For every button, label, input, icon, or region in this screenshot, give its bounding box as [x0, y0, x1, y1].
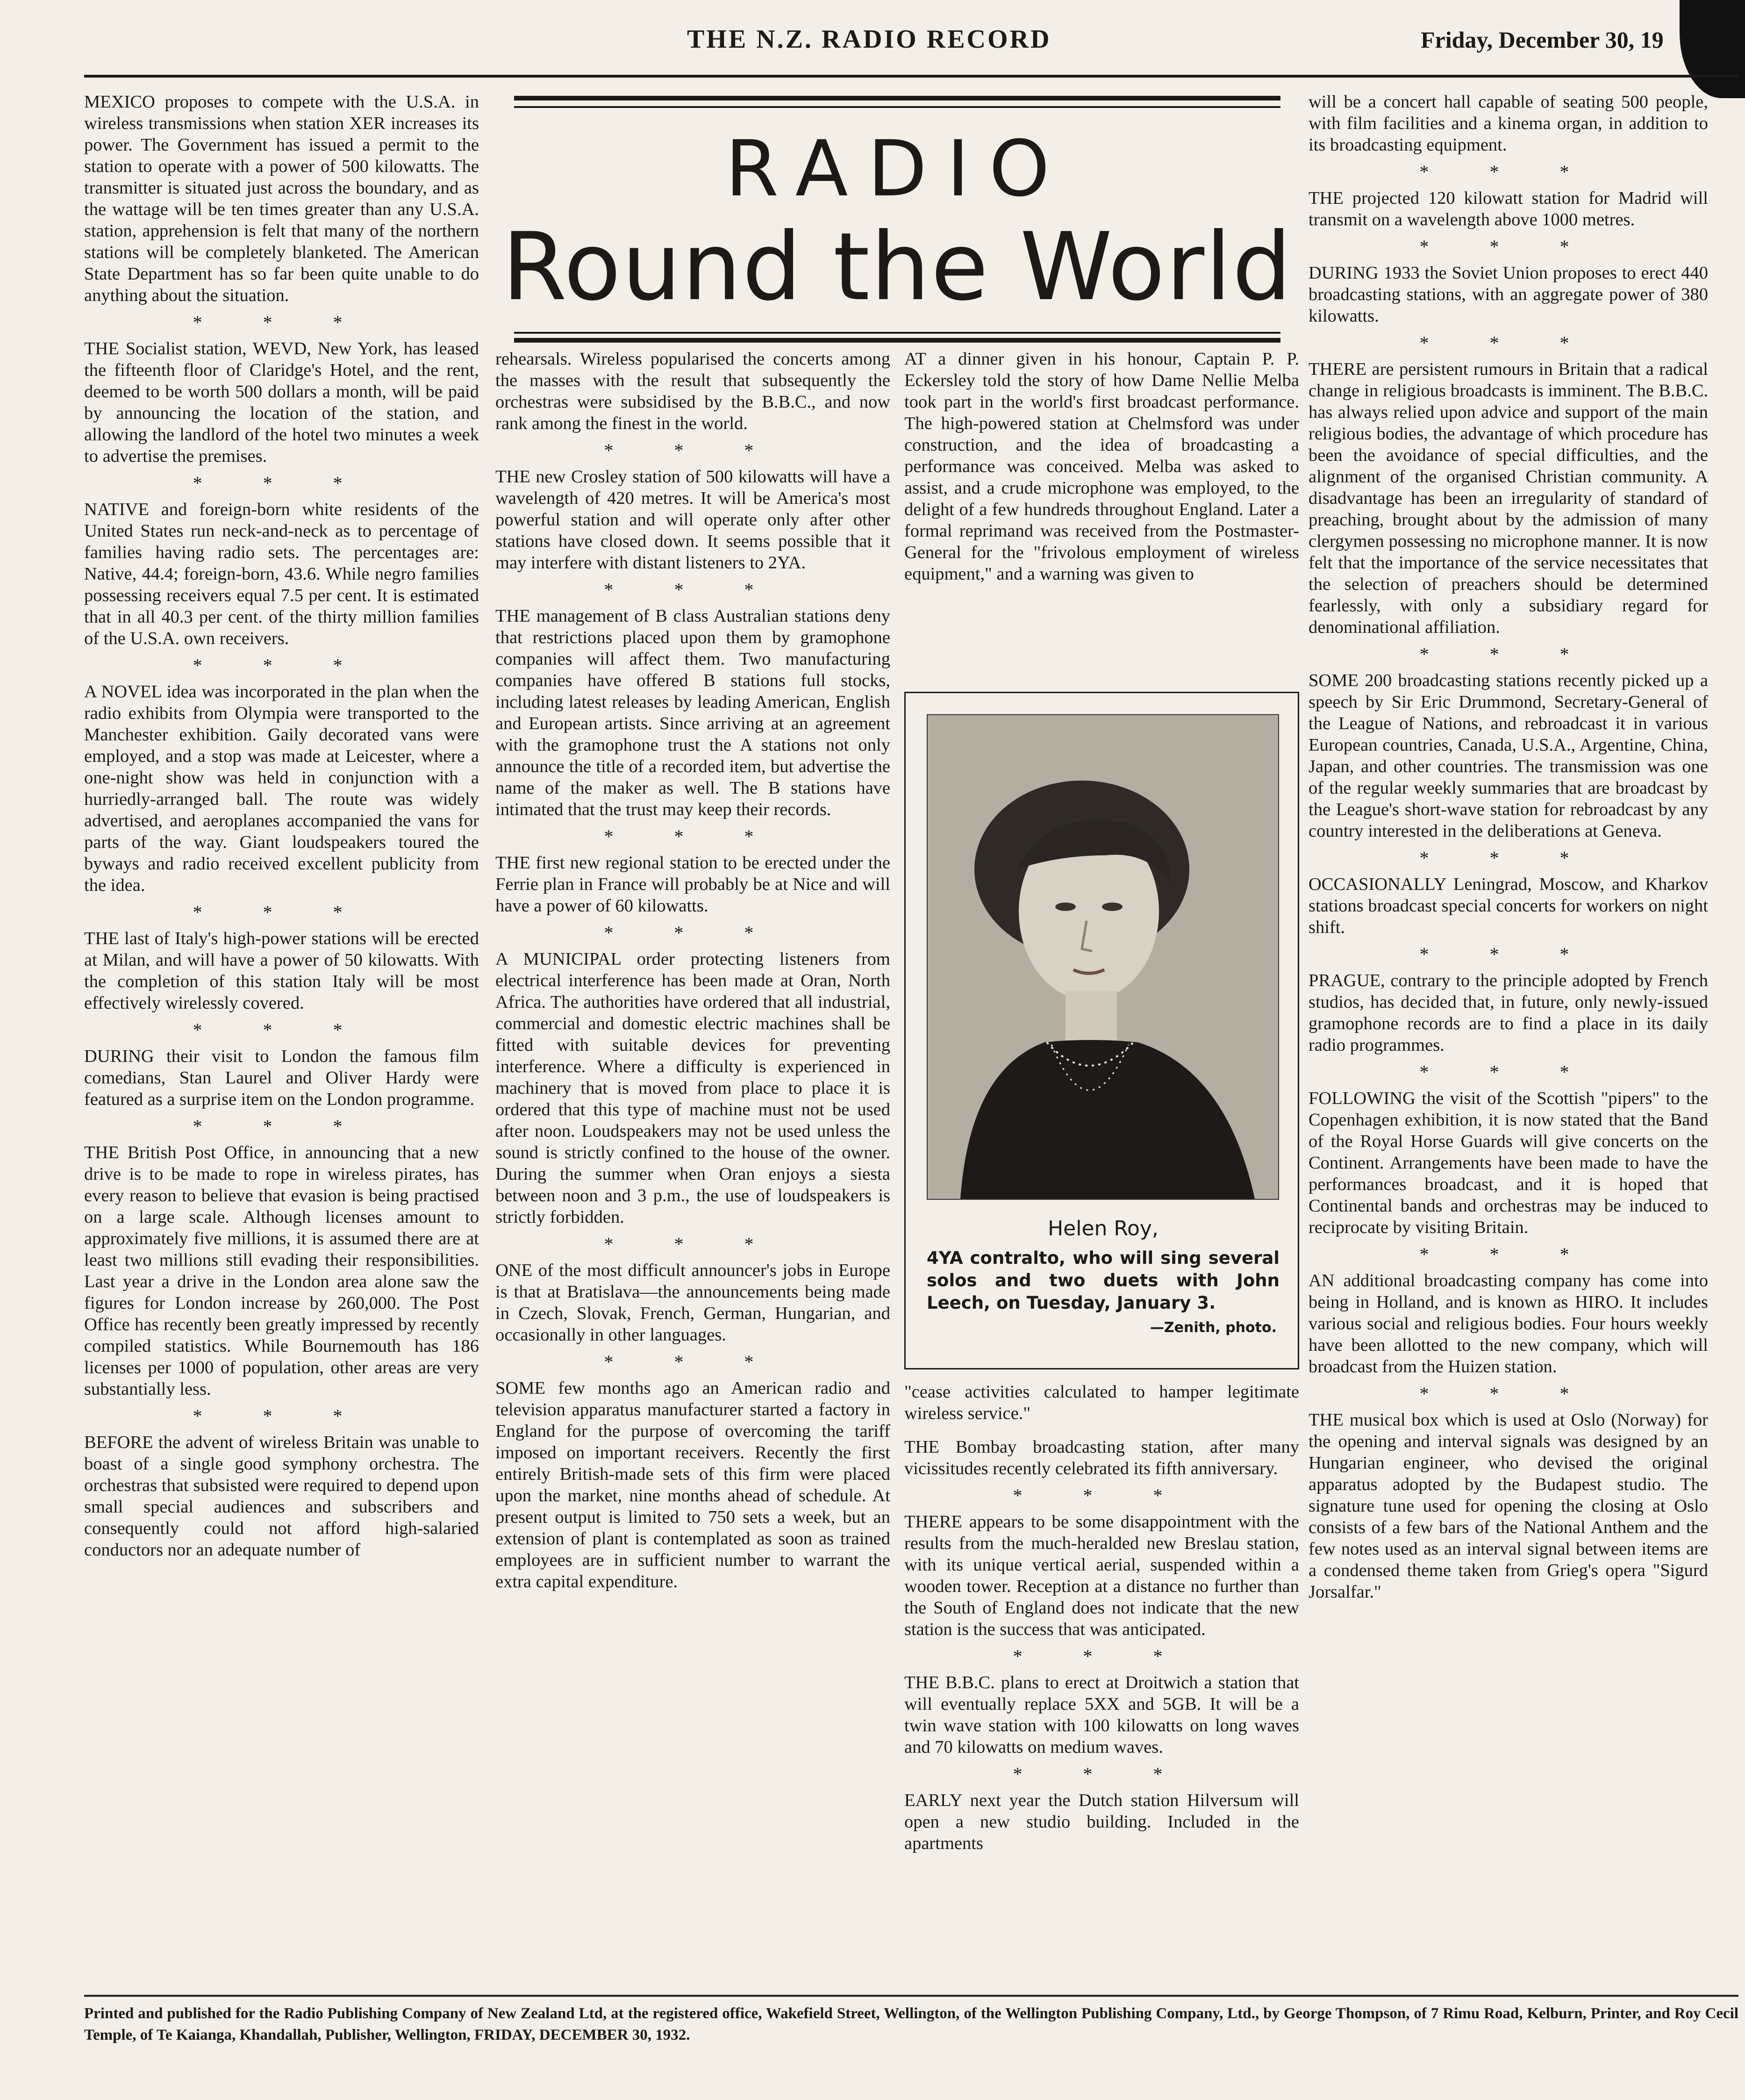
column-2: [495, 348, 890, 1605]
column-3-bottom: [904, 1381, 1299, 1866]
separator-stars: * * *: [193, 312, 371, 333]
separator-stars: * * *: [1419, 161, 1597, 182]
paragraph: DURING 1933 the Soviet Union proposes to erect 440 broadcasting stations, with an aggregate power of 380 kilowatts.: [1309, 263, 1708, 326]
ink-blot: [1680, 0, 1745, 98]
title-rule: [514, 96, 1280, 100]
separator-stars: * * *: [1419, 332, 1597, 353]
column-3-top: [904, 348, 1299, 597]
separator-stars: * * *: [604, 1233, 782, 1254]
issue-date: Friday, December 30, 19: [1421, 27, 1664, 53]
paragraph: THE B.B.C. plans to erect at Droitwich a station that will eventually replace 5XX and 5GB. It will be a twin wave station with 100 kilowatts on long waves and 70 kilowatts on medium waves.: [904, 1673, 1299, 1757]
imprint: Printed and published for the Radio Publishing Company of New Zealand Ltd, at the registered office, Wakefield Street, Wellington, of the Wellington Publishing Company, Ltd., by George Thompson, of 7 Rimu Road, Kelburn, Printer, and Roy Cecil Temple, of Te Kaianga, Khandallah, Publisher, Wellington, FRIDAY, DECEMBER 30, 1932.: [84, 2005, 1738, 2043]
column-1: [84, 91, 479, 1573]
paragraph: AN additional broadcasting company has come into being in Holland, and is known as HIRO. It includes various social and religious bodies. Four hours weekly have been allotted to the new company, which will broadcast from the Huizen station.: [1309, 1271, 1708, 1376]
separator-stars: * * *: [604, 922, 782, 943]
running-head: [84, 20, 1738, 66]
separator-stars: * * *: [604, 440, 782, 461]
paragraph: OCCASIONALLY Leningrad, Moscow, and Kharkov stations broadcast special concerts for workers on night shift.: [1309, 874, 1708, 937]
separator-stars: * * *: [193, 655, 371, 676]
separator-stars: * * *: [193, 1405, 371, 1426]
separator-stars: * * *: [604, 826, 782, 847]
title-rule: [514, 106, 1280, 108]
separator-stars: * * *: [193, 902, 371, 923]
portrait-photo: [927, 714, 1279, 1200]
headline-radio: RADIO: [725, 124, 1070, 214]
separator-stars: * * *: [1419, 944, 1597, 965]
header-rule: [84, 75, 1738, 78]
paragraph: EARLY next year the Dutch station Hilversum will open a new studio building. Included in the apartments: [904, 1791, 1299, 1853]
separator-stars: * * *: [1013, 1763, 1191, 1785]
paragraph: THERE are persistent rumours in Britain that a radical change in religious broadcasts is imminent. The B.B.C. has always relied upon advice and support of the main religious bodies, the advantage of which procedure has been the avoidance of special difficulties, and the alignment of the organised Christian community. A disadvantage has been an irregularity of standard of preaching, brought about by the admission of many clergymen possessing no microphone manner. It is now felt that the importance of the service necessitates that the selection of preachers should be determined fearlessly, with only a subsidiary regard for denominational affiliation.: [1309, 359, 1708, 637]
separator-stars: * * *: [1013, 1646, 1191, 1667]
column-4: [1309, 91, 1708, 1615]
separator-stars: * * *: [1419, 1383, 1597, 1404]
paragraph: THE management of B class Australian stations deny that restrictions placed upon them by gramophone companies will affect them. Two manufacturing companies have offered B stations full stocks, including latest releases by leading American, English and European artists. Since arriving at an agreement with the gramophone trust the A stations not only announce the title of a recorded item, but advertise the name of the maker as well. The B stations have intimated that the trust may keep their records.: [495, 606, 890, 819]
title-rule: [514, 332, 1280, 334]
paragraph: BEFORE the advent of wireless Britain was unable to boast of a single good symphony orchestra. The orchestras that subsisted were required to depend upon small special audiences and subscribers and consequently could not afford high-salaried conductors nor an adequate number of: [84, 1433, 479, 1560]
separator-stars: * * *: [193, 473, 371, 494]
separator-stars: * * *: [604, 1351, 782, 1372]
photo-caption-name: Helen Roy,: [1048, 1217, 1159, 1240]
paragraph: THE Bombay broadcasting station, after many vicissitudes recently celebrated its fifth anniversary.: [904, 1437, 1299, 1478]
headline-round-the-world: Round the World: [502, 213, 1293, 322]
paragraph: FOLLOWING the visit of the Scottish "pipers" to the Copenhagen exhibition, it is now stated that the Band of the Royal Horse Guards will give concerts on the Continent. Arrangements have been made to have the performances broadcast, and it is hoped that Continental bands and orchestras may be induced to reciprocate by visiting Britain.: [1309, 1089, 1708, 1237]
photo-box: [904, 692, 1299, 1369]
paragraph: PRAGUE, contrary to the principle adopted by French studios, has decided that, in future, only newly-issued gramophone records are to find a place in its daily radio programmes.: [1309, 971, 1708, 1055]
separator-stars: * * *: [1419, 644, 1597, 665]
paragraph: will be a concert hall capable of seating 500 people, with film facilities and a kinema organ, in addition to its broadcasting equipment.: [1309, 92, 1708, 155]
separator-stars: * * *: [1013, 1485, 1191, 1506]
paragraph: THE new Crosley station of 500 kilowatts will have a wavelength of 420 metres. It will be America's most powerful station and will operate only after other stations have closed down. It seems possible that it may interfere with distant listeners to 2YA.: [495, 467, 890, 573]
separator-stars: * * *: [193, 1116, 371, 1137]
photo-credit: —Zenith, photo.: [1150, 1319, 1277, 1336]
paragraph: NATIVE and foreign-born white residents of the United States run neck-and-neck as to percentage of families having radio sets. The percentages are: Native, 44.4; foreign-born, 43.6. While negro families possessing receivers equal 7.5 per cent. It is estimated that in all 40.3 per cent. of the thirty million families of the U.S.A. own receivers.: [84, 500, 479, 648]
paragraph: A MUNICIPAL order protecting listeners from electrical interference has been made at Oran, North Africa. The authorities have ordered that all industrial, commercial and domestic electric machines shall be fitted with suitable devices for preventing interference. Where a difficulty is experienced in machinery that is moved from place to place it is ordered that this type of machine must not be used after noon. Loudspeakers may not be used unless the sound is strictly confined to the house of the owner. During the summer when Oran enjoys a siesta between noon and 3 p.m., the use of loudspeakers is strictly forbidden.: [495, 949, 890, 1227]
separator-stars: * * *: [1419, 1244, 1597, 1265]
paragraph: THE Socialist station, WEVD, New York, has leased the fifteenth floor of Claridge's Hotel, and the rent, deemed to be worth 500 dollars a month, will be paid by announcing the location of the station, and allowing the landlord of the hotel two minutes a week to advertise the premises.: [84, 339, 479, 466]
paragraph: ONE of the most difficult announcer's jobs in Europe is that at Bratislava—the announcements being made in Czech, Slovak, French, German, Hungarian, and occasionally in other languages.: [495, 1261, 890, 1345]
paragraph: "cease activities calculated to hamper legitimate wireless service.": [904, 1382, 1299, 1423]
title-block: [495, 96, 1299, 348]
paragraph: THE musical box which is used at Oslo (Norway) for the opening and interval signals was designed by an Hungarian engineer, who devised the original apparatus adopted by the Budapest studio. The signature tune used for opening the closing at Oslo consists of a few bars of the National Anthem and the few notes used as an interval signal between items are a condensed theme taken from Grieg's opera "Sigurd Jorsalfar.": [1309, 1410, 1708, 1602]
paragraph: MEXICO proposes to compete with the U.S.A. in wireless transmissions when station XER increases its power. The Government has issued a permit to the station to operate with a power of 500 kilowatts. The transmitter is situated just across the boundary, and as the wattage will be ten times greater than any U.S.A. station, apprehension is felt that many of the northern stations will be completely blanketed. The American State Department has so far been quite unable to do anything about the situation.: [84, 92, 479, 305]
separator-stars: * * *: [1419, 1061, 1597, 1082]
portrait-illustration: [928, 715, 1278, 1199]
title-rule: [514, 338, 1280, 343]
paragraph: THERE appears to be some disappointment with the results from the much-heralded new Breslau station, with its unique vertical aerial, suspended within a wooden tower. Reception at a distance no further than the South of England does not indicate that the new station is the success that was anticipated.: [904, 1512, 1299, 1639]
paragraph: THE first new regional station to be erected under the Ferrie plan in France will probably be at Nice and will have a power of 60 kilowatts.: [495, 853, 890, 916]
paragraph: rehearsals. Wireless popularised the concerts among the masses with the result that subsequently the orchestras were subsidised by the B.B.C., and now rank among the finest in the world.: [495, 349, 890, 433]
paragraph: THE British Post Office, in announcing that a new drive is to be made to rope in wireless pirates, has every reason to believe that evasion is being practised on a large scale. Although licenses amount to approximately five millions, it is assumed there are at least two millions still evading their responsibilities. Last year a drive in the London area alone saw the figures for London increase by 260,000. The Post Office has recently been greatly impressed by recently compiled statistics. While Bournemouth has 186 licenses per 1000 of population, other areas are very substantially less.: [84, 1143, 479, 1399]
separator-stars: * * *: [604, 579, 782, 600]
paragraph: SOME few months ago an American radio and television apparatus manufacturer started a factory in England for the purpose of overcoming the tariff imposed on important receivers. Recently the first entirely British-made sets of this firm were placed upon the market, nine months ahead of schedule. At present output is limited to 750 sets a week, but an extension of plant is contemplated as soon as trained employees are in sufficient number to warrant the extra capital expenditure.: [495, 1378, 890, 1591]
paragraph: DURING their visit to London the famous film comedians, Stan Laurel and Oliver Hardy were featured as a surprise item on the London programme.: [84, 1046, 479, 1109]
separator-stars: * * *: [1419, 847, 1597, 868]
paragraph: A NOVEL idea was incorporated in the plan when the radio exhibits from Olympia were transported to the Manchester exhibition. Gaily decorated vans were employed, and a stop was made at Leicester, where a one-night show was held in conjunction with a hurriedly-arranged ball. The route was widely advertised, and aeroplanes accompanied the vans for parts of the way. Giant loudspeakers toured the byways and radio received excellent publicity from the idea.: [84, 682, 479, 895]
paper-name: THE N.Z. RADIO RECORD: [687, 25, 1051, 54]
paragraph: AT a dinner given in his honour, Captain P. P. Eckersley told the story of how Dame Nellie Melba took part in the world's first broadcast performance. The high-powered station at Chelmsford was under construction, and the idea of broadcasting a performance was conceived. Melba was asked to assist, and a crude microphone was employed, to the delight of a few hundreds throughout England. Later a formal reprimand was received from the Postmaster-General for the "frivolous employment of wireless equipment," and a warning was given to: [904, 349, 1299, 584]
paragraph: THE last of Italy's high-power stations will be erected at Milan, and will have a power of 50 kilowatts. With the completion of this station Italy will be most effectively wirelessly covered.: [84, 929, 479, 1013]
separator-stars: * * *: [1419, 236, 1597, 257]
photo-caption: 4YA contralto, who will sing several solos and two duets with John Leech, on Tuesday, January 3.: [927, 1248, 1280, 1313]
footer-rule: [84, 1995, 1738, 1997]
paragraph: SOME 200 broadcasting stations recently picked up a speech by Sir Eric Drummond, Secretary-General of the League of Nations, and rebroadcast it in various European countries, Canada, U.S.A., Argentine, China, Japan, and other countries. The transmission was one of the regular weekly summaries that are broadcast by the League's short-wave station for rebroadcast by any country interested in the deliberations at Geneva.: [1309, 671, 1708, 841]
paragraph: THE projected 120 kilowatt station for Madrid will transmit on a wavelength above 1000 metres.: [1309, 188, 1708, 229]
separator-stars: * * *: [193, 1019, 371, 1040]
